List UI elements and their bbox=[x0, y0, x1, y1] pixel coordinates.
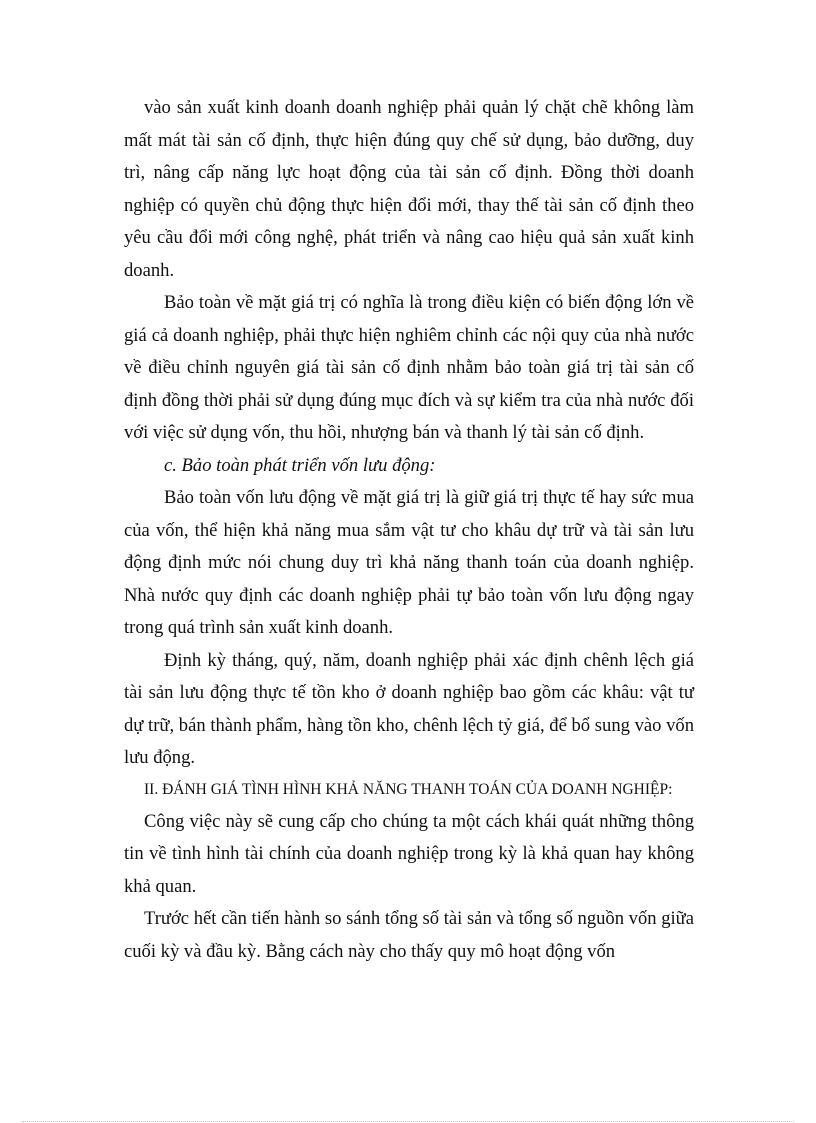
paragraph-periodic-assessment: Định kỳ tháng, quý, năm, doanh nghiệp phải xác định chênh lệch giá tài sản lưu động thực tế tồn kho ở doanh nghiệp bao gồm các khâu: vật tư dự trữ, bán thành phẩm, hàng tồn kho, chênh lệch tỷ giá, để bổ sung vào vốn lưu động. bbox=[124, 649, 694, 768]
page-bottom-divider bbox=[22, 1121, 794, 1122]
paragraph-value-preservation: Bảo toàn về mặt giá trị có nghĩa là trong điều kiện có biến động lớn về giá cả doanh nghiệp, phải thực hiện nghiêm chỉnh các nội quy của nhà nước về điều chỉnh nguyên giá tài sản cố định nhằm bảo toàn giá trị tài sản cố định đồng thời phải sử dụng đúng mục đích và sự kiểm tra của nhà nước đối với việc sử dụng vốn, thu hồi, nhượng bán và thanh lý tài sản cố định. bbox=[124, 292, 694, 443]
paragraph-fixed-asset-management: vào sản xuất kinh doanh doanh nghiệp phải quản lý chặt chẽ không làm mất mát tài sản cố định, thực hiện đúng quy chế sử dụng, bảo dưỡng, duy trì, nâng cấp năng lực hoạt động của tài sản cố định. Đồng thời doanh nghiệp có quyền chủ động thực hiện đổi mới, thay thế tài sản cố định theo yêu cầu đổi mới công nghệ, phát triển và nâng cao hiệu quả sản xuất kinh doanh. bbox=[124, 97, 694, 281]
paragraph-comparison: Trước hết cần tiến hành so sánh tổng số tài sản và tổng số nguồn vốn giữa cuối kỳ và đầu kỳ. Bằng cách này cho thấy quy mô hoạt động vốn bbox=[124, 908, 694, 962]
paragraph-overview: Công việc này sẽ cung cấp cho chúng ta một cách khái quát những thông tin về tình hình tài chính của doanh nghiệp trong kỳ là khả quan hay không khả quan. bbox=[124, 810, 694, 897]
subheading-working-capital: c. Bảo toàn phát triển vốn lưu động: bbox=[164, 454, 436, 476]
body-text bbox=[124, 92, 694, 968]
section-heading-solvency: II. ĐÁNH GIÁ TÌNH HÌNH KHẢ NĂNG THANH TOÁN CỦA DOANH NGHIỆP: bbox=[144, 780, 673, 798]
paragraph-working-capital-value: Bảo toàn vốn lưu động về mặt giá trị là giữ giá trị thực tế hay sức mua của vốn, thể hiện khả năng mua sắm vật tư cho khâu dự trữ và tài sản lưu động định mức nói chung duy trì khả năng thanh toán của doanh nghiệp. Nhà nước quy định các doanh nghiệp phải tự bảo toàn vốn lưu động ngay trong quá trình sản xuất kinh doanh. bbox=[124, 487, 694, 638]
